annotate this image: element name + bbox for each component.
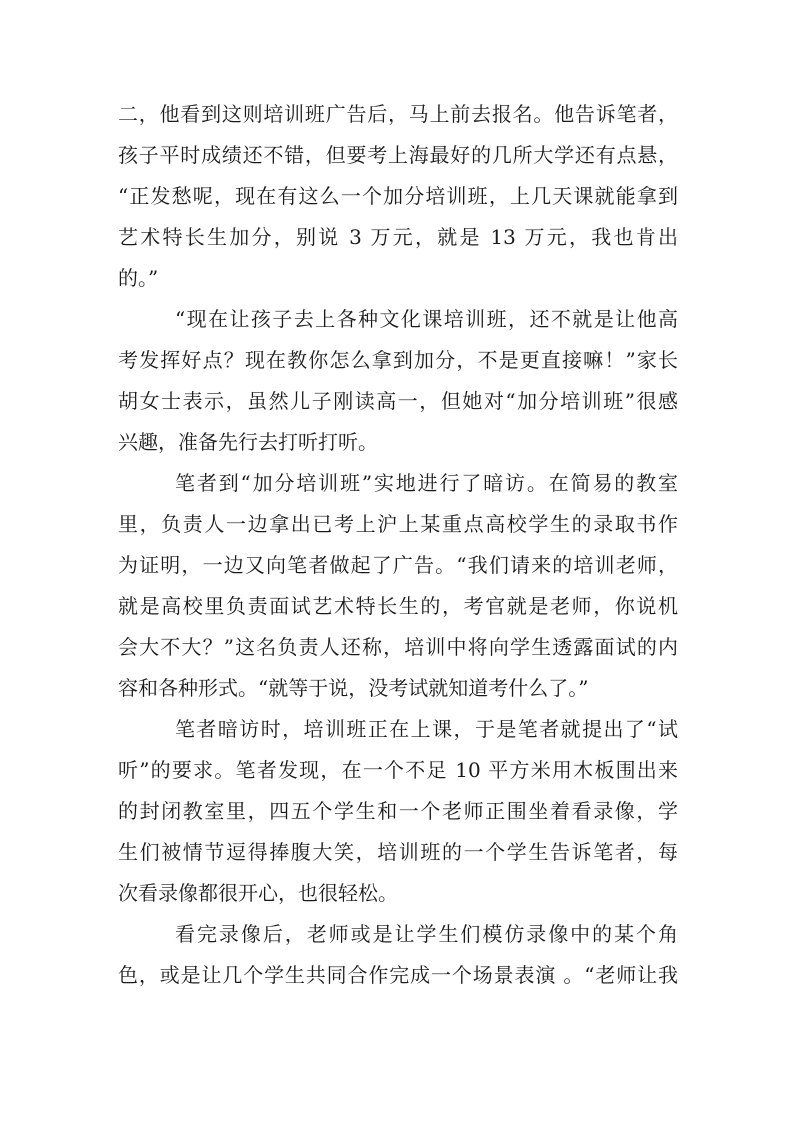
text-line: 孩子平时成绩还不错，但要考上海最好的几所大学还有点悬， [118, 143, 678, 167]
text-line: 生们被情节逗得捧腹大笑，培训班的一个学生告诉笔者，每 [118, 840, 678, 864]
article-body [118, 94, 678, 996]
text-line: 艺术特长生加分，别说 3 万元，就是 13 万元，我也肯出 [118, 225, 678, 249]
text-line: 笔者到“加分培训班”实地进行了暗访。在简易的教室 [175, 471, 678, 495]
text-line: 的封闭教室里，四五个学生和一个老师正围坐着看录像，学 [118, 799, 678, 823]
text-line: 二，他看到这则培训班广告后，马上前去报名。他告诉笔者， [118, 102, 678, 126]
text-line: 次看录像都很开心，也很轻松。 [118, 881, 398, 905]
text-line: 胡女士表示，虽然儿子刚读高一，但她对“加分培训班”很感 [118, 389, 678, 413]
text-line: 听”的要求。笔者发现，在一个不足 10 平方米用木板围出来 [118, 758, 678, 782]
paragraph-1 [118, 94, 678, 299]
text-line: 里，负责人一边拿出已考上沪上某重点高校学生的录取书作 [118, 512, 678, 536]
text-line: 兴趣，准备先行去打听打听。 [118, 430, 378, 454]
text-line: 色，或是让几个学生共同合作完成一个场景表演 。“老师让我 [118, 963, 678, 987]
text-line: 考发挥好点？现在教你怎么拿到加分，不是更直接嘛！”家长 [118, 348, 678, 372]
paragraph-5 [118, 914, 678, 996]
text-line: 的。” [118, 266, 159, 290]
text-line: 为证明，一边又向笔者做起了广告。“我们请来的培训老师， [118, 553, 678, 577]
text-line: 会大不大？”这名负责人还称，培训中将向学生透露面试的内 [118, 635, 678, 659]
paragraph-4 [118, 709, 678, 914]
text-line: 看完录像后，老师或是让学生们模仿录像中的某个角 [175, 922, 678, 946]
paragraph-3 [118, 463, 678, 709]
text-line: “正发愁呢，现在有这么一个加分培训班，上几天课就能拿到 [118, 184, 678, 208]
text-line: 就是高校里负责面试艺术特长生的，考官就是老师，你说机 [118, 594, 678, 618]
text-line: 容和各种形式。“就等于说，没考试就知道考什么了。” [118, 676, 589, 700]
text-line: 笔者暗访时，培训班正在上课，于是笔者就提出了“试 [175, 717, 678, 741]
text-line: “现在让孩子去上各种文化课培训班，还不就是让他高 [175, 307, 678, 331]
paragraph-2 [118, 299, 678, 463]
